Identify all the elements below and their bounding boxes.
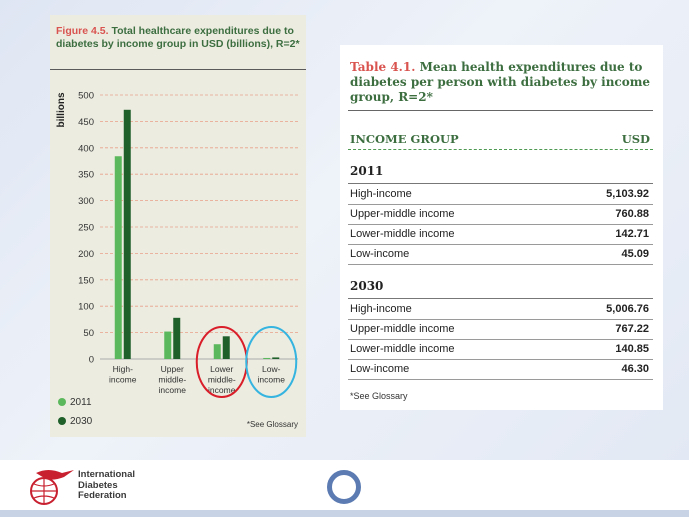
x-tick-label: income: [158, 385, 186, 395]
table-row: [348, 339, 653, 360]
table-row: [348, 204, 653, 225]
bar-chart: [50, 15, 306, 437]
y-tick-label: 450: [78, 116, 94, 128]
table-row: [348, 299, 653, 320]
table-glossary-note: *See Glossary: [350, 391, 408, 401]
x-tick-label: income: [109, 374, 137, 385]
column-header-usd: USD: [621, 132, 650, 146]
table-row: [348, 184, 653, 205]
row-label: Lower-middle income: [350, 228, 455, 240]
bar-2030-upper-middle-income: [173, 318, 180, 359]
table-header: [350, 132, 650, 146]
bar-2030-low-income: [272, 357, 279, 359]
row-label: Upper-middle income: [350, 208, 455, 220]
table-row: [348, 319, 653, 340]
row-label: Lower-middle income: [350, 343, 455, 355]
row-label: Low-income: [350, 248, 410, 260]
table-title-text: Mean health expenditures due to diabetes per person with diabetes by income group, R=2*: [350, 60, 651, 104]
x-tick-label: income: [257, 374, 285, 385]
legend-swatch-2030: [58, 417, 66, 425]
row-value: 5,103.92: [606, 188, 649, 200]
year-heading-2011: 2011: [350, 164, 384, 178]
figure-label: Figure 4.5.: [56, 25, 109, 37]
org-name-line: Federation: [78, 490, 127, 501]
row-value: 760.88: [615, 208, 649, 220]
x-tick-label: Low-: [262, 364, 281, 374]
bar-2011-lower-middle-income: [214, 344, 221, 359]
bar-2030-lower-middle-income: [223, 336, 230, 359]
table-panel: [340, 45, 663, 410]
ring-icon: [327, 470, 361, 504]
x-tick-label: middle-: [158, 374, 187, 385]
table-title-rule: [348, 110, 653, 111]
figure-title-text: Total healthcare expenditures due to diabetes by income group in USD (billions), R=2*: [56, 25, 300, 50]
row-value: 45.09: [621, 248, 649, 260]
idf-logo: [22, 465, 142, 509]
hummingbird-globe-icon: [22, 465, 76, 509]
x-tick-label: income: [208, 385, 236, 395]
highlight-circle-low: [246, 327, 296, 397]
y-tick-label: 50: [83, 328, 94, 340]
legend-swatch-2011: [58, 398, 66, 406]
bar-2030-high-income: [124, 110, 131, 359]
figure-glossary-note: *See Glossary: [246, 420, 298, 429]
table-label: Table 4.1.: [350, 60, 416, 74]
org-name-line: International: [78, 469, 136, 480]
bar-2011-high-income: [115, 156, 122, 359]
table-row: [348, 359, 653, 380]
org-name: [78, 470, 135, 502]
row-value: 767.22: [615, 323, 649, 335]
y-tick-label: 500: [78, 90, 94, 102]
row-value: 46.30: [621, 363, 649, 375]
y-tick-label: 400: [78, 143, 94, 155]
row-value: 5,006.76: [606, 303, 649, 315]
y-tick-label: 0: [88, 354, 94, 366]
figure-panel: [50, 15, 306, 437]
x-tick-label: High-: [112, 364, 133, 374]
row-label: High-income: [350, 303, 412, 315]
y-tick-label: 150: [78, 275, 94, 287]
legend-item-2030: [58, 416, 92, 427]
y-tick-label: 200: [78, 248, 94, 260]
year-heading-2030: 2030: [350, 279, 384, 293]
legend-item-2011: [58, 397, 92, 408]
legend-label-2030: 2030: [70, 416, 93, 427]
column-header-income-group: INCOME GROUP: [350, 132, 459, 146]
row-value: 140.85: [615, 343, 649, 355]
row-value: 142.71: [615, 228, 649, 240]
footer-stripe: [0, 510, 689, 517]
row-label: Low-income: [350, 363, 410, 375]
table-row: [348, 224, 653, 245]
y-tick-label: 100: [78, 301, 94, 313]
x-tick-label: Lower: [210, 364, 234, 374]
x-tick-label: Upper: [160, 364, 184, 374]
row-label: Upper-middle income: [350, 323, 455, 335]
y-axis-label: billions: [56, 92, 67, 128]
y-tick-label: 300: [78, 196, 94, 208]
y-tick-label: 250: [78, 222, 94, 234]
bar-2011-low-income: [263, 358, 270, 359]
x-tick-label: middle-: [207, 374, 236, 385]
bar-2011-upper-middle-income: [164, 332, 171, 359]
table-row: [348, 244, 653, 265]
org-name-line: Diabetes: [78, 479, 118, 491]
y-tick-label: 350: [78, 169, 94, 181]
table-header-rule: [348, 149, 653, 150]
legend-label-2011: 2011: [70, 397, 92, 408]
table-title: [350, 60, 655, 105]
row-label: High-income: [350, 188, 412, 200]
